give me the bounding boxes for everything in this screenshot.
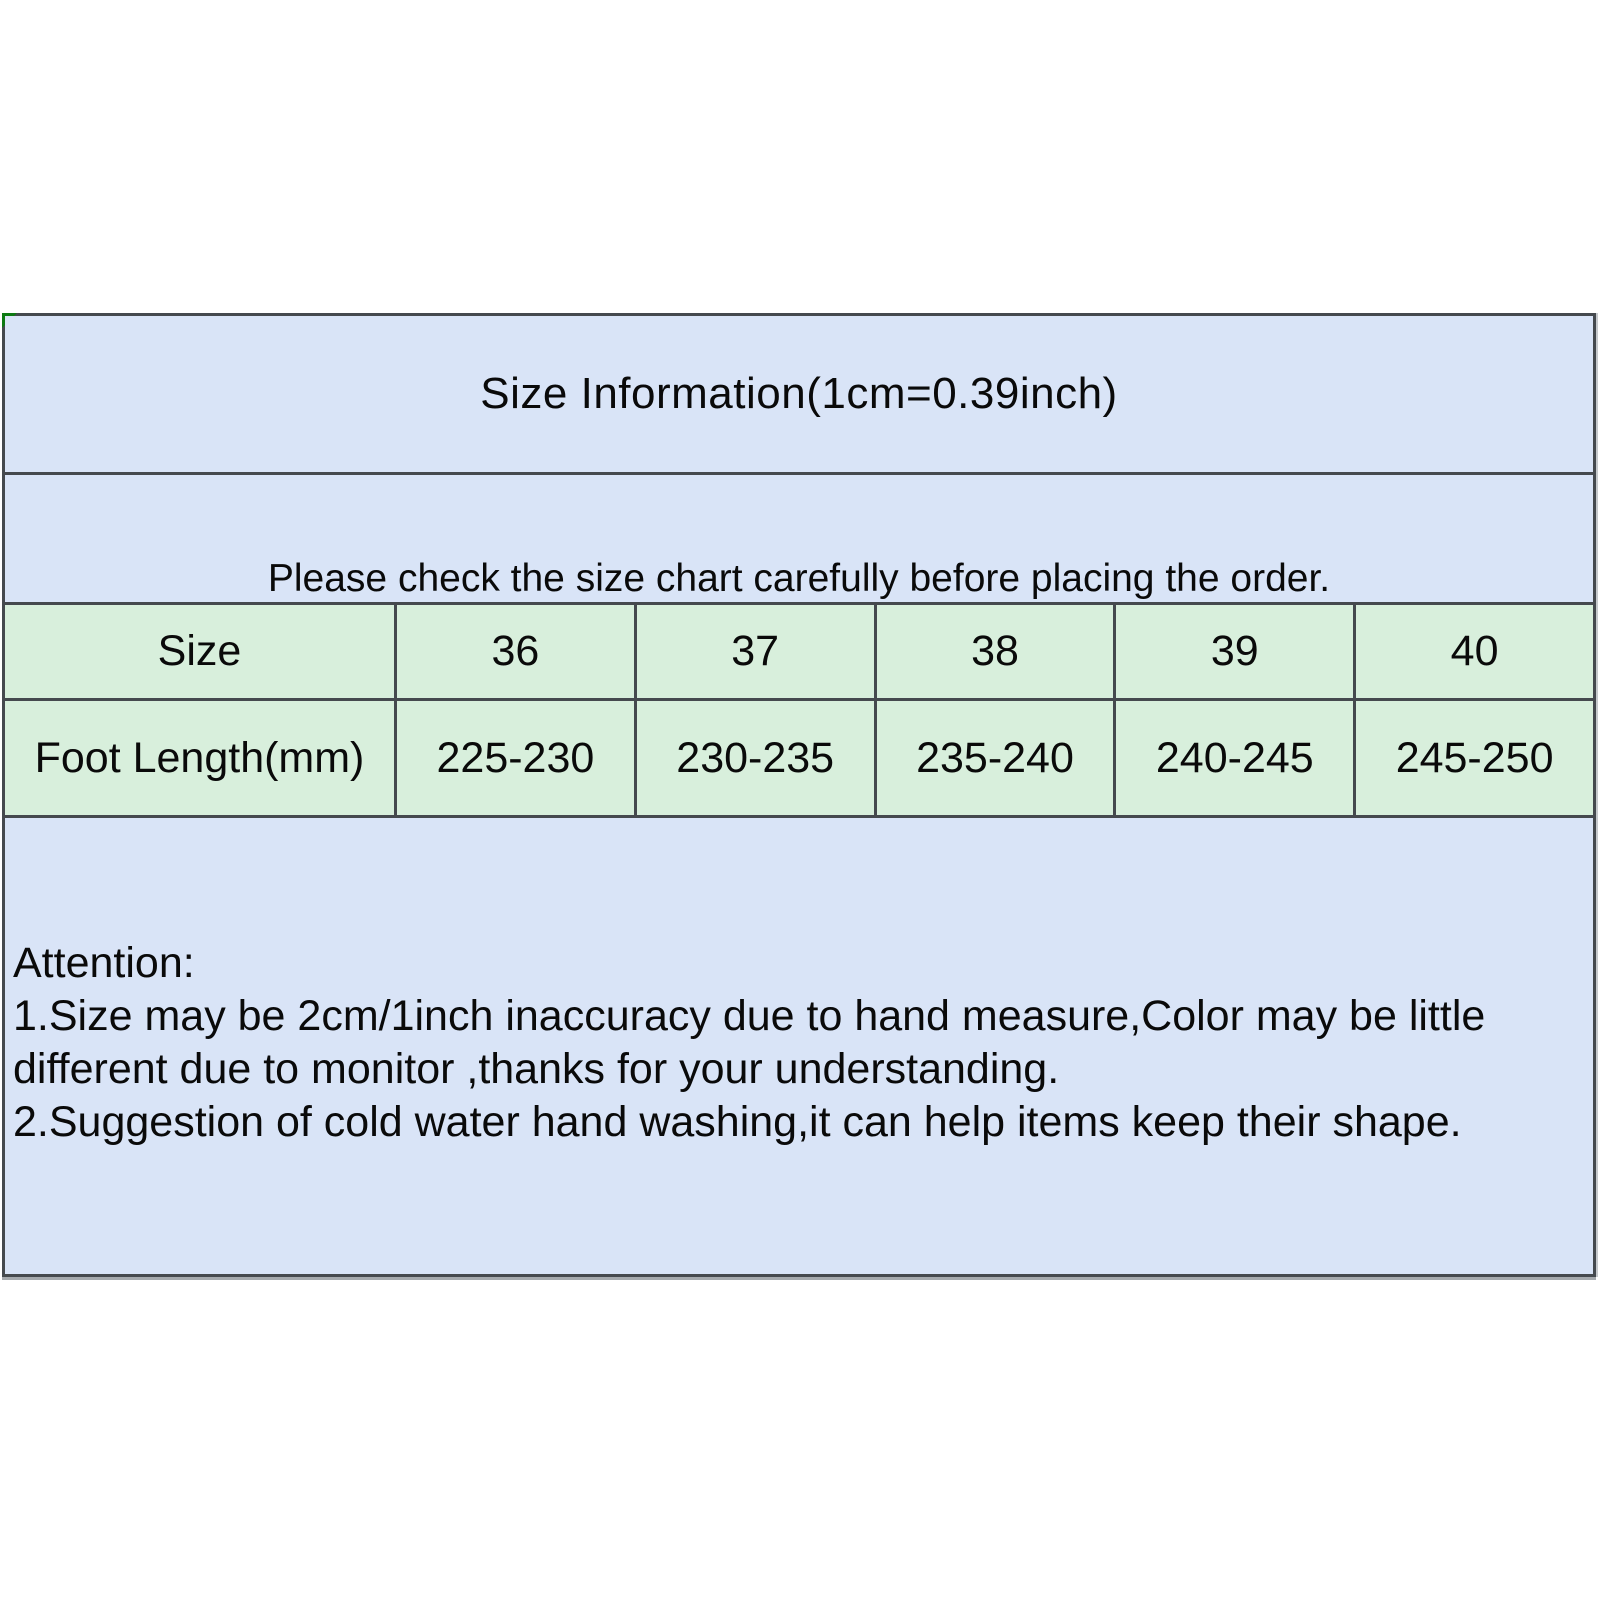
size-information-table bbox=[2, 313, 1596, 1277]
table-title: Size Information(1cm=0.39inch) bbox=[480, 369, 1118, 418]
attention-note-1: 1.Size may be 2cm/1inch inaccuracy due to hand measure,Color may be little different due to monitor ,thanks for your understanding. bbox=[13, 992, 1486, 1093]
foot-length-size37: 230-235 bbox=[634, 701, 874, 815]
foot-length-size38: 235-240 bbox=[874, 701, 1114, 815]
size-value-40: 40 bbox=[1353, 605, 1593, 698]
notice-text: Please check the size chart carefully before placing the order. bbox=[267, 557, 1331, 600]
foot-length-size36: 225-230 bbox=[394, 701, 634, 815]
size-header-row bbox=[5, 602, 1593, 698]
foot-length-row-label: Foot Length(mm) bbox=[34, 733, 365, 782]
size-row-label: Size bbox=[157, 627, 242, 675]
size-value-38: 38 bbox=[874, 605, 1114, 698]
table-title-row bbox=[5, 316, 1593, 472]
foot-length-row bbox=[5, 698, 1593, 815]
attention-heading: Attention: bbox=[13, 939, 195, 987]
table-notice-row bbox=[5, 472, 1593, 602]
foot-length-size40: 245-250 bbox=[1353, 701, 1593, 815]
size-value-36: 36 bbox=[394, 605, 634, 698]
size-value-39: 39 bbox=[1113, 605, 1353, 698]
size-value-37: 37 bbox=[634, 605, 874, 698]
foot-length-size39: 240-245 bbox=[1113, 701, 1353, 815]
attention-note-2: 2.Suggestion of cold water hand washing,it can help items keep their shape. bbox=[13, 1098, 1462, 1146]
attention-row bbox=[5, 815, 1593, 1274]
